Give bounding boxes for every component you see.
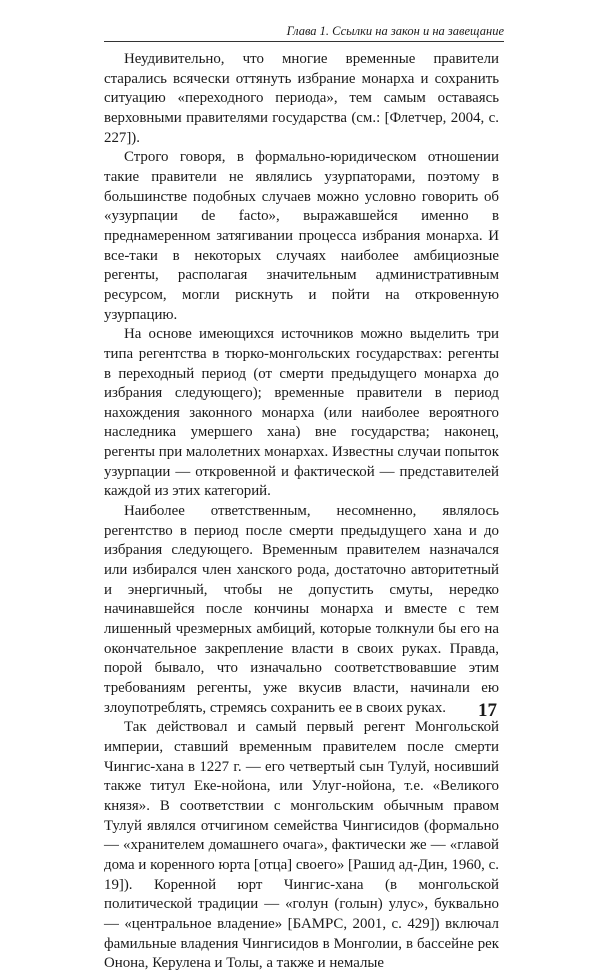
- paragraph: Неудивительно, что многие временные правители старались всячески оттянуть избрание монарха и сохранить ситуацию «переходного периода», тем самым оставаясь верховными правителями государства (см.: [Флетчер, 2004, с. 227]).: [104, 51, 499, 146]
- paragraph: На основе имеющихся источников можно выделить три типа регентства в тюрко-монгольских государствах: регенты в переходный период (от смерти предыдущего монарха до избрания следующего); временные правители в период нахождения законного монарха (или наиболее вероятного наследника умершего хана) вне государства; наконец, регенты при малолетних монархах. Известны случаи попыток узурпации — откровенной и фактической — представителей каждой из этих категорий.: [104, 326, 499, 500]
- page-number: 17: [478, 700, 497, 721]
- body-text: [104, 50, 499, 974]
- paragraph: Так действовал и самый первый регент Монгольской империи, ставший временным правителем после смерти Чингис-хана в 1227 г. — его четвертый сын Тулуй, носивший также титул Еке-нойона, или Улуг-нойона, т.е. «Великого князя». В соответствии с монгольским обычным правом Тулуй являлся отчигином семейства Чингисидов (формально — «хранителем домашнего очага», фактически же — «главой дома и коренного юрта [отца] своего» [Рашид ад-Дин, 1960, с. 19]). Коренной юрт Чингис-хана (в монгольской политической традиции — «голун (голын) улус», буквально — «центральное владение» [БАМРС, 2001, с. 429]) включал фамильные владения Чингисидов в Монголии, в бассейне рек Онона, Керулена и Толы, а также и немалые: [104, 719, 499, 972]
- paragraph: Наиболее ответственным, несомненно, являлось регентство в период после смерти предыдущего хана и до избрания следующего. Временным правителем назначался или избирался член ханского рода, достаточно авторитетный и энергичный, чтобы не допустить смуты, нередко начинавшейся после кончины монарха и вместе с тем лишенный чрезмерных амбиций, которые толкнули бы его на окончательное закрепление власти в своих руках. Правда, порой бывало, что изначально соответствовавшие этим требованиям регенты, уже вкусив власти, начинали ею злоупотреблять, стремясь сохранить ее в своих руках.: [104, 503, 499, 716]
- paragraph: Строго говоря, в формально-юридическом отношении такие правители не являлись узурпаторами, поэтому в большинстве подобных случаев можно условно говорить об «узурпации de facto», выражавшейся именно в преднамеренном затягивании процесса избрания монарха. И все-таки в некоторых случаях наиболее амбициозные регенты, располагая значительным административным ресурсом, могли рискнуть и пойти на откровенную узурпацию.: [104, 149, 499, 323]
- running-header: Глава 1. Ссылки на закон и на завещание: [104, 24, 504, 42]
